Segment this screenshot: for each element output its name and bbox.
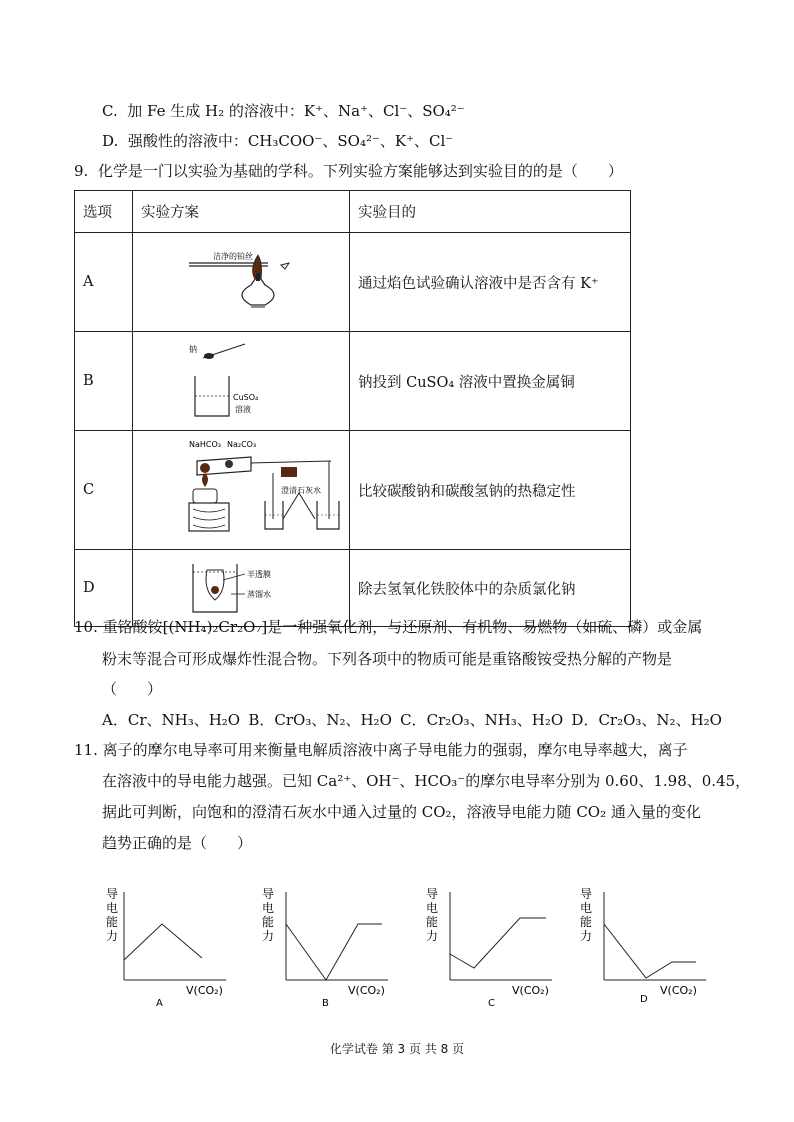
label-membrane: 半透膜: [247, 570, 271, 579]
graph-a-ylabel-4: 力: [106, 929, 119, 943]
q11-line4: 趋势正确的是（ ）: [102, 834, 253, 852]
q10-option-c: C．Cr₂O₃、NH₃、H₂O: [400, 711, 564, 729]
graph-c-xlabel: V(CO₂): [512, 984, 549, 997]
row-c-option: C: [75, 431, 133, 550]
graph-d-xlabel: V(CO₂): [660, 984, 697, 997]
table-header-row: [75, 191, 631, 233]
graph-b: [260, 884, 400, 1014]
row-d-purpose: 除去氢氧化铁胶体中的杂质氯化钠: [350, 550, 631, 627]
prev-option-c: C. 加 Fe 生成 H₂ 的溶液中：K⁺、Na⁺、Cl⁻、SO₄²⁻: [102, 102, 465, 120]
row-c-scheme: [133, 431, 350, 550]
graph-b-ylabel-4: 力: [262, 929, 275, 943]
graph-b-ylabel-3: 能: [262, 915, 275, 929]
row-b-purpose: 钠投到 CuSO₄ 溶液中置换金属铜: [350, 332, 631, 431]
label-platinum-wire: 洁净的铂丝: [213, 252, 253, 261]
q10-options: [102, 709, 722, 731]
graph-c-curve: [450, 918, 546, 968]
graph-b-ylabel-2: 电: [262, 901, 275, 915]
flame-test-diagram: [133, 233, 341, 327]
graph-a-letter: A: [156, 998, 163, 1009]
label-solution: 溶液: [235, 405, 251, 414]
graph-a-curve: [124, 924, 202, 960]
q10-option-d: D．Cr₂O₃、N₂、H₂O: [571, 711, 722, 729]
graph-c-ylabel-4: 力: [426, 929, 439, 943]
thermal-stability-diagram: [133, 431, 341, 545]
graph-b-curve: [286, 924, 382, 980]
label-sodium: 钠: [189, 345, 197, 354]
graph-d-ylabel-1: 导: [580, 887, 593, 901]
row-d-option: D: [75, 550, 133, 627]
row-d-scheme: [133, 550, 350, 627]
prev-option-d: D. 强酸性的溶液中：CH₃COO⁻、SO₄²⁻、K⁺、Cl⁻: [102, 132, 454, 150]
row-a-purpose: 通过焰色试验确认溶液中是否含有 K⁺: [350, 233, 631, 332]
table-row: [75, 332, 631, 431]
q10-option-a: A．Cr、NH₃、H₂O: [102, 711, 241, 729]
graph-d: [578, 884, 718, 1014]
q11-line2: 在溶液中的导电能力越强。已知 Ca²⁺、OH⁻、HCO₃⁻的摩尔电导率分别为 0.60、1.98、0.45，: [102, 772, 751, 790]
label-na2co3: Na₂CO₃: [227, 440, 257, 449]
label-distilled-water: 蒸馏水: [247, 590, 271, 599]
graph-b-xlabel: V(CO₂): [348, 984, 385, 997]
label-cuso4: CuSO₄: [233, 393, 259, 402]
graph-a-ylabel-1: 导: [106, 887, 119, 901]
q11-graphs: [98, 884, 718, 1014]
graph-b-ylabel-1: 导: [262, 887, 275, 901]
graph-c-ylabel-1: 导: [426, 887, 439, 901]
graph-d-curve: [604, 924, 696, 978]
graph-d-ylabel-3: 能: [580, 915, 593, 929]
table-row: [75, 233, 631, 332]
dialysis-diagram: [133, 550, 341, 622]
graph-d-letter: D: [640, 994, 648, 1005]
header-purpose: 实验目的: [350, 191, 631, 233]
q10-stem-line2: 粉末等混合可形成爆炸性混合物。下列各项中的物质可能是重铬酸铵受热分解的产物是: [102, 650, 673, 668]
q9-table: [74, 190, 631, 627]
q11-line3: 据此可判断，向饱和的澄清石灰水中通入过量的 CO₂，溶液导电能力随 CO₂ 通入量的变化: [102, 803, 701, 821]
label-limewater: 澄清石灰水: [281, 486, 321, 495]
q10-stem-line3: （ ）: [102, 680, 163, 698]
graph-a-xlabel: V(CO₂): [186, 984, 223, 997]
table-row: [75, 431, 631, 550]
page-footer: 化学试卷 第 3 页 共 8 页: [329, 1042, 465, 1056]
header-option: 选项: [75, 191, 133, 233]
graph-c: [424, 884, 564, 1014]
row-a-scheme: [133, 233, 350, 332]
q10-stem-line1: 10. 重铬酸铵[(NH₄)₂Cr₂O₇]是一种强氧化剂，与还原剂、有机物、易燃物（如硫、磷）或金属: [74, 618, 703, 636]
graph-c-ylabel-3: 能: [426, 915, 439, 929]
graph-d-ylabel-4: 力: [580, 929, 593, 943]
row-a-option: A: [75, 233, 133, 332]
sodium-cuso4-diagram: [133, 332, 341, 426]
q11-line1: 11. 离子的摩尔电导率可用来衡量电解质溶液中离子导电能力的强弱，摩尔电导率越大，离子: [74, 741, 688, 759]
graph-a: [98, 884, 238, 1014]
graph-a-ylabel-3: 能: [106, 915, 119, 929]
graph-c-ylabel-2: 电: [426, 901, 439, 915]
row-b-option: B: [75, 332, 133, 431]
graph-c-letter: C: [488, 998, 495, 1009]
q9-stem: 9. 化学是一门以实验为基础的学科。下列实验方案能够达到实验目的的是（ ）: [74, 162, 623, 180]
row-b-scheme: [133, 332, 350, 431]
header-scheme: 实验方案: [133, 191, 350, 233]
table-row: [75, 550, 631, 627]
graph-d-ylabel-2: 电: [580, 901, 593, 915]
q10-option-b: B．CrO₃、N₂、H₂O: [248, 711, 392, 729]
row-c-purpose: 比较碳酸钠和碳酸氢钠的热稳定性: [350, 431, 631, 550]
label-nahco3: NaHCO₃: [189, 440, 221, 449]
graph-b-letter: B: [322, 998, 329, 1009]
graph-a-ylabel-2: 电: [106, 901, 119, 915]
